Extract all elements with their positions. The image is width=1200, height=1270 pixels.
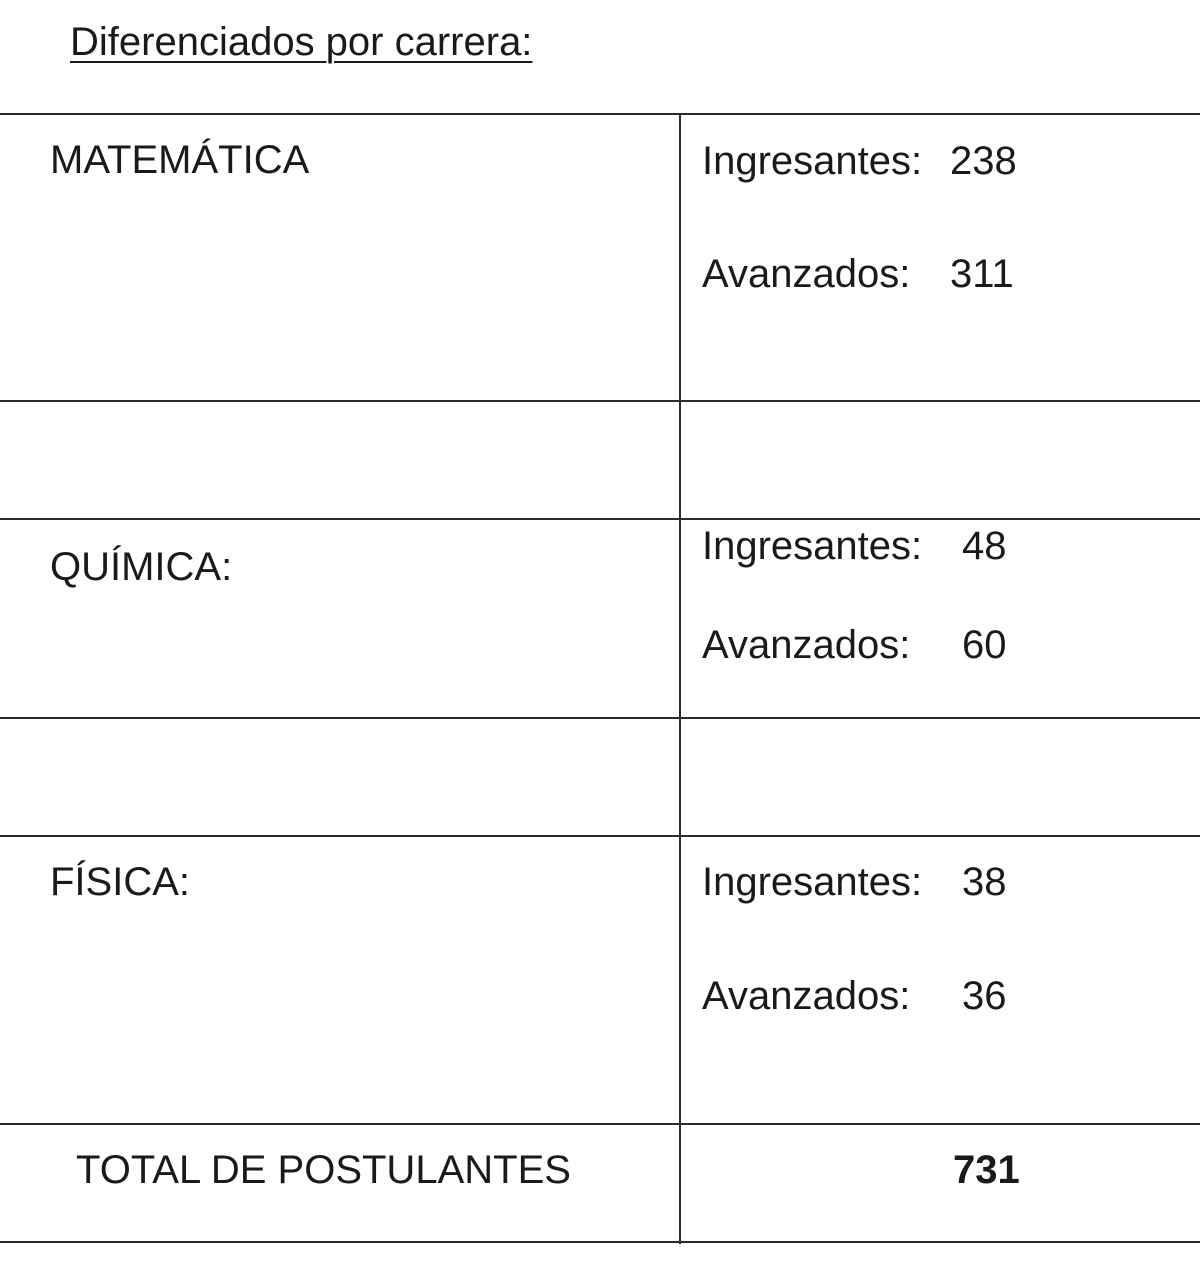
- table-divider: [0, 835, 1200, 837]
- table-border-bottom: [0, 1241, 1200, 1243]
- avanzados-label: Avanzados:: [702, 974, 911, 1018]
- career-name: MATEMÁTICA: [50, 138, 310, 182]
- table-divider: [0, 717, 1200, 719]
- avanzados-label: Avanzados:: [702, 623, 911, 667]
- ingresantes-label: Ingresantes:: [702, 139, 923, 183]
- career-name: FÍSICA:: [50, 860, 191, 904]
- ingresantes-value: 48: [962, 524, 1007, 568]
- total-label: TOTAL DE POSTULANTES: [76, 1148, 571, 1192]
- avanzados-value: 36: [962, 974, 1007, 1018]
- ingresantes-label: Ingresantes:: [702, 860, 923, 904]
- table-divider: [0, 518, 1200, 520]
- column-divider: [679, 114, 681, 1244]
- table-divider: [0, 400, 1200, 402]
- ingresantes-value: 238: [950, 139, 1017, 183]
- ingresantes-value: 38: [962, 860, 1007, 904]
- total-value: 731: [953, 1148, 1020, 1192]
- avanzados-label: Avanzados:: [702, 252, 911, 296]
- table-border-top: [0, 113, 1200, 115]
- career-name: QUÍMICA:: [50, 545, 233, 589]
- page-title: Diferenciados por carrera:: [70, 20, 533, 64]
- ingresantes-label: Ingresantes:: [702, 524, 923, 568]
- avanzados-value: 311: [950, 252, 1014, 296]
- table-divider: [0, 1123, 1200, 1125]
- avanzados-value: 60: [962, 623, 1007, 667]
